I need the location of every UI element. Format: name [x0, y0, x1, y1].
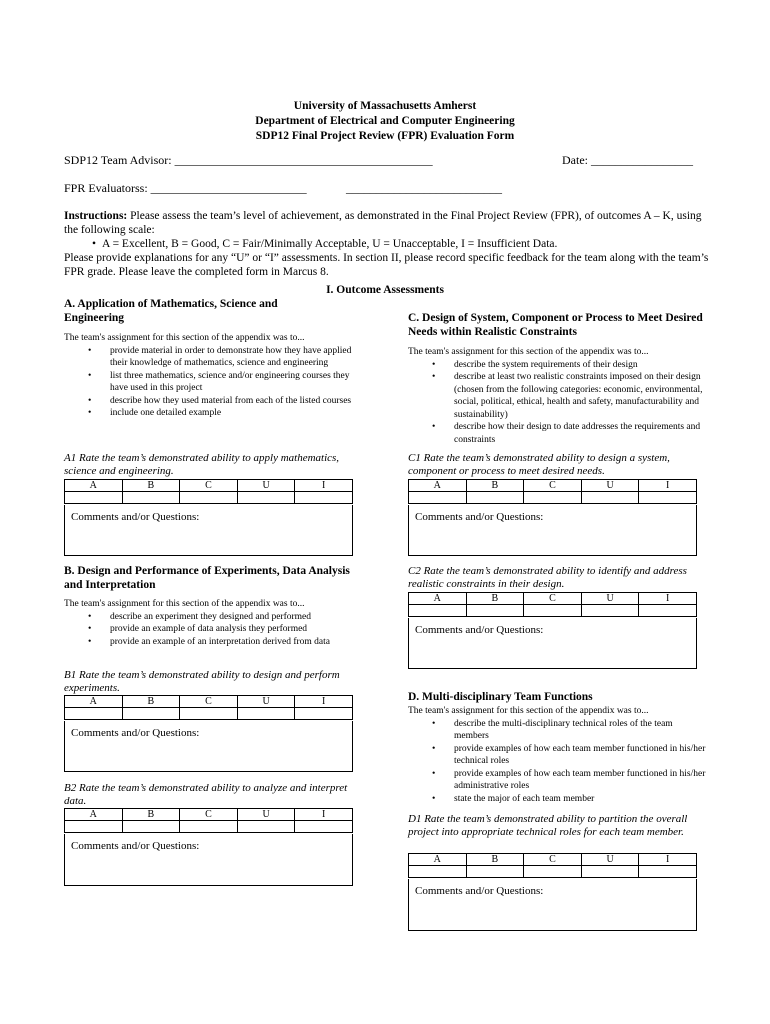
fpr-evaluators-field[interactable]: FPR Evaluatorss: __________________________: [64, 181, 307, 195]
outcome-assessments-heading: I. Outcome Assessments: [326, 284, 444, 296]
grade-cell-c[interactable]: [180, 821, 238, 833]
b1-comments-box[interactable]: [64, 721, 353, 772]
assignment-intro: The team's assignment for this section of the appendix was to...: [408, 706, 649, 716]
grade-label: B: [122, 480, 180, 492]
a1-prompt: A1 Rate the team’s demonstrated ability to apply mathematics, science and engineering.: [64, 452, 340, 477]
d1-comments-box[interactable]: [408, 879, 697, 931]
b2-comments-box[interactable]: [64, 834, 353, 886]
grade-cell-b[interactable]: [122, 708, 180, 720]
b2-prompt: B2 Rate the team’s demonstrated ability to analyze and interpret data.: [64, 782, 348, 807]
grade-cell-i[interactable]: [295, 708, 353, 720]
list-item: • provide examples of how each team member functioned in his/her administrative roles: [432, 768, 708, 793]
grade-cell-a[interactable]: [409, 492, 467, 504]
grading-scale: • A = Excellent, B = Good, C = Fair/Minimally Acceptable, U = Unacceptable, I = Insufficient Data.: [92, 237, 714, 251]
grade-cell-c[interactable]: [524, 866, 582, 878]
list-item: • describe how their design to date addresses the requirements and constraints: [432, 421, 708, 446]
university-name: University of Massachusetts Amherst: [293, 100, 477, 112]
list-item: • provide an example of an interpretation derived from data: [88, 636, 364, 649]
form-title: SDP12 Final Project Review (FPR) Evaluation Form: [255, 130, 515, 142]
section-d-assignment: [408, 705, 708, 805]
c1-prompt: C1 Rate the team’s demonstrated ability to design a system, component or process to meet desired needs.: [408, 452, 670, 477]
list-item: • list three mathematics, science and/or engineering courses they have used in this project: [88, 370, 364, 395]
section-a-assignment: [64, 332, 364, 420]
comments-label: Comments and/or Questions:: [71, 727, 200, 739]
comments-label: Comments and/or Questions:: [415, 885, 544, 897]
grade-cell-i[interactable]: [295, 821, 353, 833]
grade-label: B: [466, 480, 524, 492]
grade-label: C: [524, 854, 582, 866]
b1-prompt: B1 Rate the team’s demonstrated ability to design and perform experiments.: [64, 669, 340, 694]
fpr-evaluators-field-2[interactable]: __________________________: [346, 181, 502, 195]
comments-label: Comments and/or Questions:: [71, 840, 200, 852]
grade-cell-c[interactable]: [180, 492, 238, 504]
grade-label: I: [639, 854, 697, 866]
date-field[interactable]: Date: _________________: [562, 153, 693, 167]
c2-comments-box[interactable]: [408, 618, 697, 669]
grade-cell-i[interactable]: [639, 866, 697, 878]
grade-label: A: [409, 480, 467, 492]
section-c-assignment: [408, 346, 708, 446]
list-item: • provide examples of how each team member functioned in his/her technical roles: [432, 743, 708, 768]
grade-label: A: [65, 696, 123, 708]
grade-label: U: [237, 696, 295, 708]
grade-cell-i[interactable]: [639, 492, 697, 504]
comments-label: Comments and/or Questions:: [71, 511, 200, 523]
grade-label: I: [295, 809, 353, 821]
grade-label: U: [581, 593, 639, 605]
grade-label: I: [639, 480, 697, 492]
grade-cell-a[interactable]: [65, 492, 123, 504]
grade-cell-a[interactable]: [65, 821, 123, 833]
instructions-text: Please assess the team’s level of achievement, as demonstrated in the Final Project Review (FPR), of outcomes A – K, using the following scale:: [64, 210, 702, 236]
list-item: • describe how they used material from each of the listed courses: [88, 395, 364, 408]
grade-cell-c[interactable]: [180, 708, 238, 720]
grade-label: B: [466, 593, 524, 605]
grade-cell-b[interactable]: [122, 821, 180, 833]
assignment-intro: The team's assignment for this section of the appendix was to...: [64, 599, 305, 609]
a1-comments-box[interactable]: [64, 505, 353, 556]
grade-label: I: [295, 480, 353, 492]
grade-cell-b[interactable]: [122, 492, 180, 504]
grade-label: B: [466, 854, 524, 866]
instructions-label: Instructions:: [64, 210, 128, 222]
c2-grade-table: [408, 592, 697, 617]
grade-label: B: [122, 809, 180, 821]
list-item: • provide material in order to demonstrate how they have applied their knowledge of mathematics, science and engineering: [88, 345, 364, 370]
grade-label: I: [639, 593, 697, 605]
list-item: • describe an experiment they designed and performed: [88, 611, 364, 624]
grade-label: C: [524, 480, 582, 492]
department-name: Department of Electrical and Computer Engineering: [255, 115, 515, 127]
c1-comments-box[interactable]: [408, 505, 697, 556]
c1-grade-table: [408, 479, 697, 504]
grade-cell-b[interactable]: [466, 492, 524, 504]
grade-cell-a[interactable]: [409, 866, 467, 878]
grade-label: A: [65, 809, 123, 821]
grade-cell-u[interactable]: [237, 708, 295, 720]
grade-label: U: [237, 480, 295, 492]
a1-grade-table: [64, 479, 353, 504]
list-item: • state the major of each team member: [432, 793, 708, 806]
section-b-assignment: [64, 598, 364, 648]
grade-cell-b[interactable]: [466, 605, 524, 617]
grade-label: A: [65, 480, 123, 492]
grade-label: A: [409, 854, 467, 866]
grade-cell-u[interactable]: [237, 821, 295, 833]
instructions: [64, 209, 714, 279]
assignment-intro: The team's assignment for this section of the appendix was to...: [408, 347, 649, 357]
section-c-title: C. Design of System, Component or Process to Meet Desired Needs within Realistic Constraints: [408, 312, 703, 338]
grade-cell-u[interactable]: [581, 605, 639, 617]
team-advisor-field[interactable]: SDP12 Team Advisor: ___________________________________________: [64, 153, 433, 167]
grade-cell-a[interactable]: [409, 605, 467, 617]
comments-label: Comments and/or Questions:: [415, 511, 544, 523]
b2-grade-table: [64, 808, 353, 833]
instructions-note: Please provide explanations for any “U” or “I” assessments. In section II, please record specific feedback for the team along with the team’s FPR grade. Please leave the completed form in Marcus 8.: [64, 252, 709, 278]
list-item: • describe the system requirements of their design: [432, 359, 708, 372]
section-d-title: D. Multi-disciplinary Team Functions: [408, 691, 593, 703]
grade-label: C: [180, 696, 238, 708]
grade-label: C: [524, 593, 582, 605]
grade-label: A: [409, 593, 467, 605]
b1-grade-table: [64, 695, 353, 720]
grade-label: I: [295, 696, 353, 708]
grade-cell-u[interactable]: [581, 492, 639, 504]
grade-label: C: [180, 480, 238, 492]
d1-prompt: D1 Rate the team’s demonstrated ability to partition the overall project into appropriate technical roles for each team member.: [408, 813, 688, 838]
grade-cell-i[interactable]: [639, 605, 697, 617]
c2-prompt: C2 Rate the team’s demonstrated ability to identify and address realistic constraints in their design.: [408, 565, 687, 590]
grade-cell-u[interactable]: [581, 866, 639, 878]
section-a-title: A. Application of Mathematics, Science and Engineering: [64, 298, 278, 324]
grade-cell-a[interactable]: [65, 708, 123, 720]
list-item: • provide an example of data analysis they performed: [88, 623, 364, 636]
list-item: • include one detailed example: [88, 407, 364, 420]
list-item: • describe at least two realistic constraints imposed on their design (chosen from the following categories: economic, environmental, social, political, ethical, health and safety, manufacturability and sustainability): [432, 371, 708, 421]
grade-label: C: [180, 809, 238, 821]
grade-label: U: [237, 809, 295, 821]
grade-label: B: [122, 696, 180, 708]
grade-label: U: [581, 854, 639, 866]
grade-cell-u[interactable]: [237, 492, 295, 504]
grade-cell-i[interactable]: [295, 492, 353, 504]
section-b-title: B. Design and Performance of Experiments, Data Analysis and Interpretation: [64, 565, 350, 591]
grade-label: U: [581, 480, 639, 492]
grade-cell-c[interactable]: [524, 605, 582, 617]
assignment-intro: The team's assignment for this section of the appendix was to...: [64, 333, 305, 343]
grade-cell-c[interactable]: [524, 492, 582, 504]
comments-label: Comments and/or Questions:: [415, 624, 544, 636]
d1-grade-table: [408, 853, 697, 878]
list-item: • describe the multi-disciplinary technical roles of the team members: [432, 718, 708, 743]
grade-cell-b[interactable]: [466, 866, 524, 878]
